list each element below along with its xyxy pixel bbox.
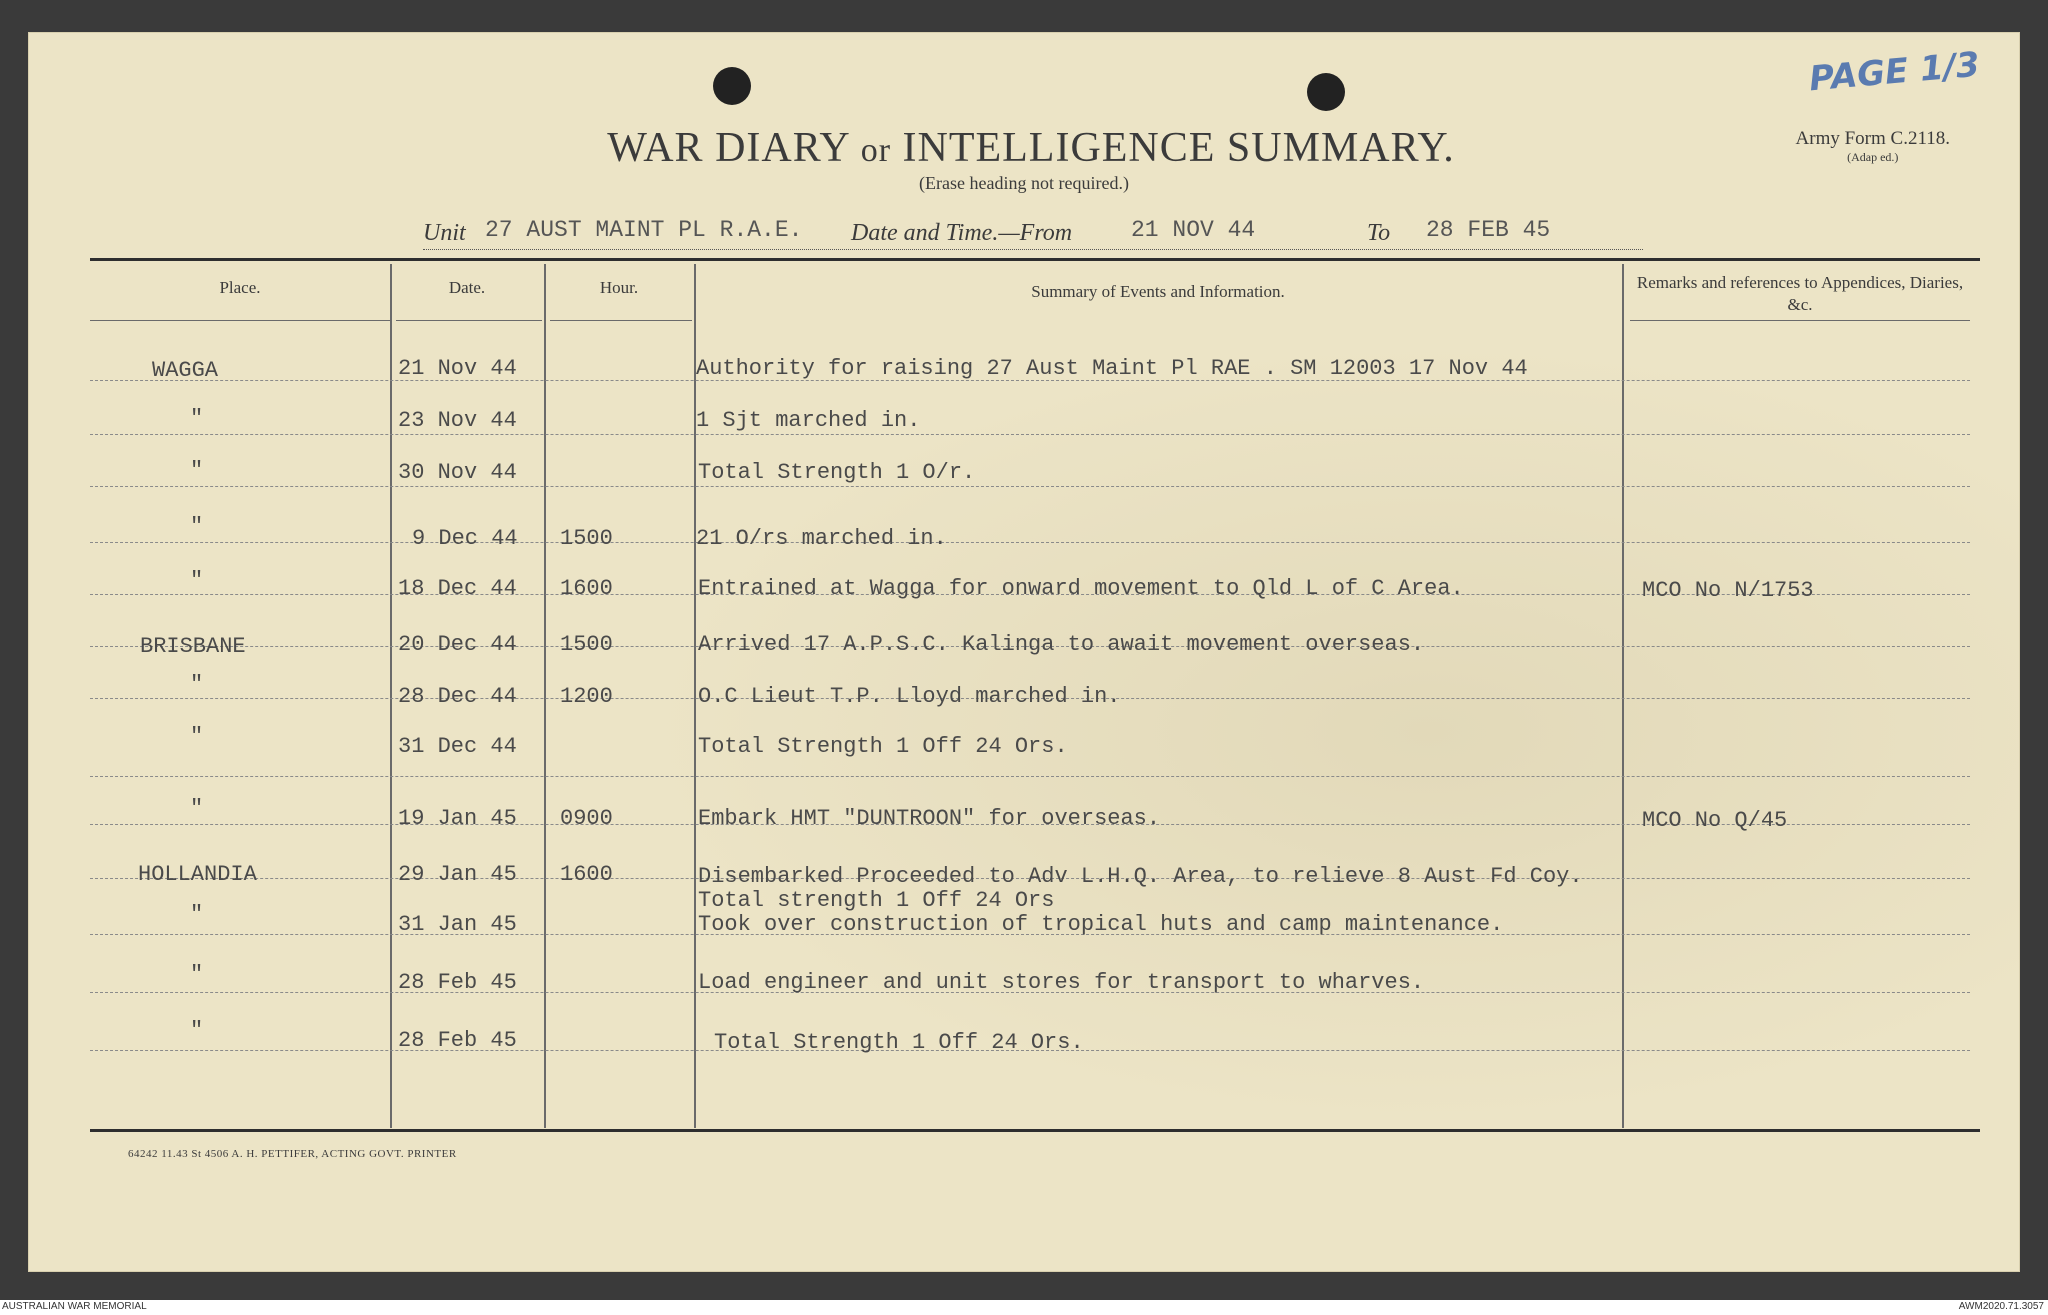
row-summary-continued: Took over construction of tropical huts and camp maintenance. xyxy=(698,912,1504,937)
unit-date-line xyxy=(423,215,1643,250)
row-date: 28 Feb 45 xyxy=(398,970,517,995)
diary-sheet xyxy=(28,32,2020,1272)
row-summary: Total Strength 1 Off 24 Ors. xyxy=(698,734,1068,759)
column-header-place: Place. xyxy=(219,278,261,297)
row-summary: Total Strength 1 O/r. xyxy=(698,460,976,485)
row-place: " xyxy=(190,568,204,593)
row-hour: 0900 xyxy=(560,806,613,831)
row-date: 31 Jan 45 xyxy=(398,912,517,937)
column-header-date: Date. xyxy=(448,278,486,297)
row-summary: Arrived 17 A.P.S.C. Kalinga to await movement overseas. xyxy=(698,632,1425,657)
row-place: " xyxy=(190,796,204,821)
row-date: 29 Jan 45 xyxy=(398,862,517,887)
row-summary: 1 Sjt marched in. xyxy=(696,408,921,433)
row-date: 18 Dec 44 xyxy=(398,576,517,601)
row-place: " xyxy=(190,514,204,539)
date-time-label: Date and Time.—From xyxy=(851,220,1073,246)
column-header-summary: Summary of Events and Information. xyxy=(1031,282,1285,301)
row-summary: 21 O/rs marched in. xyxy=(696,526,947,551)
row-summary: Total strength 1 Off 24 Ors xyxy=(698,888,1055,913)
row-hour: 1200 xyxy=(560,684,613,709)
archive-credit: AUSTRALIAN WAR MEMORIAL xyxy=(2,1301,147,1312)
archive-reference: AWM2020.71.3057 xyxy=(1958,1301,2044,1312)
row-summary: Disembarked Proceeded to Adv L.H.Q. Area, to relieve 8 Aust Fd Coy. xyxy=(698,864,1583,889)
page-annotation: PAGE 1/3 xyxy=(1807,44,1982,100)
row-place: WAGGA xyxy=(152,358,219,383)
row-summary: Embark HMT "DUNTROON" for overseas. xyxy=(698,806,1161,831)
row-hour: 1600 xyxy=(560,862,613,887)
row-date: 9 Dec 44 xyxy=(412,526,518,551)
from-date-value: 21 NOV 44 xyxy=(1131,217,1256,243)
row-hour: 1600 xyxy=(560,576,613,601)
row-summary: Entrained at Wagga for onward movement to Qld L of C Area. xyxy=(698,576,1464,601)
page-subtitle: (Erase heading not required.) xyxy=(919,173,1129,193)
punch-hole-right xyxy=(1307,73,1345,111)
row-date: 23 Nov 44 xyxy=(398,408,517,433)
row-place: HOLLANDIA xyxy=(138,862,257,887)
row-place: " xyxy=(190,458,204,483)
row-place: " xyxy=(190,406,204,431)
table-top-rule xyxy=(90,258,1980,261)
row-date: 20 Dec 44 xyxy=(398,632,517,657)
punch-hole-left xyxy=(713,67,751,105)
column-header-remarks: Remarks and references to Appendices, Diaries, &c. xyxy=(1636,273,1964,314)
row-summary: Total Strength 1 Off 24 Ors. xyxy=(714,1030,1084,1055)
row-place: " xyxy=(190,672,204,697)
table-bottom-rule xyxy=(90,1129,1980,1132)
row-date: 30 Nov 44 xyxy=(398,460,517,485)
row-remarks: MCO No Q/45 xyxy=(1642,808,1788,833)
row-place: " xyxy=(190,724,204,749)
row-place: BRISBANE xyxy=(140,634,246,659)
row-summary: Load engineer and unit stores for transport to wharves. xyxy=(698,970,1425,995)
credit-strip xyxy=(0,1300,2048,1315)
row-remarks: MCO No N/1753 xyxy=(1642,578,1814,603)
to-label: To xyxy=(1367,220,1391,246)
row-hour: 1500 xyxy=(560,526,613,551)
row-date: 28 Feb 45 xyxy=(398,1028,517,1053)
row-date: 28 Dec 44 xyxy=(398,684,517,709)
diary-table xyxy=(90,258,1980,1132)
unit-value: 27 AUST MAINT PL R.A.E. xyxy=(485,217,803,243)
row-date: 31 Dec 44 xyxy=(398,734,517,759)
row-date: 19 Jan 45 xyxy=(398,806,517,831)
column-header-hour: Hour. xyxy=(599,278,639,297)
to-date-value: 28 FEB 45 xyxy=(1426,217,1551,243)
row-summary: Authority for raising 27 Aust Maint Pl RAE . SM 12003 17 Nov 44 xyxy=(696,356,1528,381)
row-place: " xyxy=(190,902,204,927)
row-date: 21 Nov 44 xyxy=(398,356,517,381)
row-hour: 1500 xyxy=(560,632,613,657)
page-title: WAR DIARY or INTELLIGENCE SUMMARY. xyxy=(607,125,1455,171)
army-form-id: Army Form C.2118. (Adap ed.) xyxy=(1795,128,1950,164)
row-summary: O.C Lieut T.P. Lloyd marched in. xyxy=(698,684,1121,709)
printer-imprint: 64242 11.43 St 4506 A. H. PETTIFER, ACTING GOVT. PRINTER xyxy=(128,1148,457,1160)
unit-label: Unit xyxy=(423,220,466,246)
row-place: " xyxy=(190,962,204,987)
row-place: " xyxy=(190,1018,204,1043)
